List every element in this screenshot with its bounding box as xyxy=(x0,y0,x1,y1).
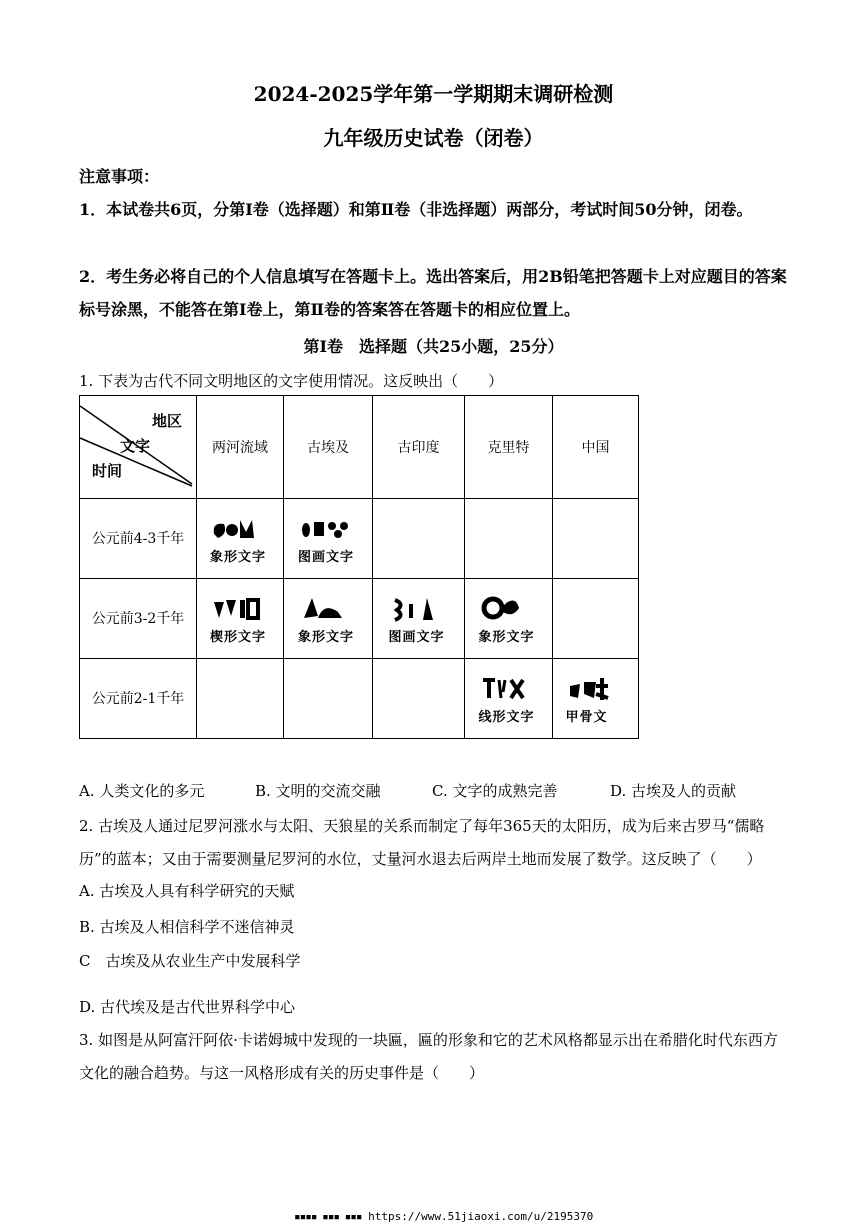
corner-diagonals xyxy=(80,396,196,498)
column-header: 古印度 xyxy=(373,396,465,499)
picture-writing-glyph-icon xyxy=(298,512,358,544)
table-cell xyxy=(373,659,465,739)
q2-option-c: C 古埃及从农业生产中发展科学 xyxy=(79,952,301,970)
question-2-stem: 2. 古埃及人通过尼罗河涨水与太阳、天狼星的关系而制定了每年365天的太阳历，成为后来古罗马“儒略历”的蓝本；又由于需要测量尼罗河的水位，丈量河水退去后两岸土地而发展了数学。这反映了（ ） xyxy=(79,817,765,868)
corner-region-label: 地区 xyxy=(152,412,183,430)
column-header: 古埃及 xyxy=(284,396,373,499)
q2-option-a: A. 古埃及人具有科学研究的天赋 xyxy=(79,882,295,900)
table-cell xyxy=(553,579,639,659)
row-time: 公元前4-3千年 xyxy=(80,499,197,579)
column-header: 两河流域 xyxy=(197,396,284,499)
footer-logo-icon: ▪▪▪▪ ▪▪▪ ▪▪▪ xyxy=(294,1210,362,1223)
row-time: 公元前2-1千年 xyxy=(80,659,197,739)
question-1-stem: 1. 下表为古代不同文明地区的文字使用情况。这反映出（ ） xyxy=(79,372,504,390)
table-cell xyxy=(553,499,639,579)
table-corner-cell xyxy=(80,396,197,499)
table-cell xyxy=(284,659,373,739)
notes-item-1: 1．本试卷共6页，分第Ⅰ卷（选择题）和第Ⅱ卷（非选择题）两部分，考试时间50分钟，闭卷。 xyxy=(79,200,753,219)
q1-option-d: D. 古埃及人的贡献 xyxy=(610,782,737,800)
row-time: 公元前3-2千年 xyxy=(80,579,197,659)
corner-script-label: 文字 xyxy=(120,437,151,455)
script-table xyxy=(79,395,639,739)
hieroglyph-glyph-icon xyxy=(298,592,358,624)
column-header: 中国 xyxy=(553,396,639,499)
table-cell: 象形文字 xyxy=(197,499,284,579)
table-cell: 象形文字 xyxy=(284,579,373,659)
exam-title: 2024-2025学年第一学期期末调研检测 xyxy=(253,82,614,106)
table-cell: 图画文字 xyxy=(373,579,465,659)
footer-url[interactable]: https://www.51jiaoxi.com/u/2195370 xyxy=(368,1210,594,1223)
notes-item-2: 2．考生务必将自己的个人信息填写在答题卡上。选出答案后，用2B铅笔把答题卡上对应题目的答案标号涂黑，不能答在第Ⅰ卷上，第Ⅱ卷的答案答在答题卡的相应位置上。 xyxy=(79,267,787,319)
table-cell: 线形文字 xyxy=(465,659,553,739)
column-header: 克里特 xyxy=(465,396,553,499)
q1-option-a: A. 人类文化的多元 xyxy=(79,782,205,800)
pictograph-glyph-icon xyxy=(210,512,270,544)
table-cell: 象形文字 xyxy=(465,579,553,659)
q1-option-b: B. 文明的交流交融 xyxy=(255,782,381,800)
question-3-stem: 3. 如图是从阿富汗阿依·卡诺姆城中发现的一块匾，匾的形象和它的艺术风格都显示出在希腊化时代东西方文化的融合趋势。与这一风格形成有关的历史事件是（ ） xyxy=(79,1031,778,1082)
oracle-bone-glyph-icon xyxy=(566,672,626,704)
indus-glyph-icon xyxy=(389,592,449,624)
section-title: 第Ⅰ卷 选择题（共25小题，25分） xyxy=(303,337,564,356)
cuneiform-glyph-icon xyxy=(210,592,270,624)
table-cell: 甲骨文 xyxy=(553,659,639,739)
table-cell xyxy=(373,499,465,579)
table-cell xyxy=(197,659,284,739)
corner-time-label: 时间 xyxy=(92,462,123,480)
table-cell xyxy=(465,499,553,579)
notes-heading: 注意事项： xyxy=(79,167,160,186)
table-cell: 楔形文字 xyxy=(197,579,284,659)
cretan-glyph-icon xyxy=(479,592,539,624)
q2-option-d: D. 古代埃及是古代世界科学中心 xyxy=(79,998,296,1016)
exam-subtitle: 九年级历史试卷（闭卷） xyxy=(323,126,544,150)
footer xyxy=(294,1210,593,1223)
q2-option-b: B. 古埃及人相信科学不迷信神灵 xyxy=(79,918,295,936)
q1-option-c: C. 文字的成熟完善 xyxy=(432,782,558,800)
table-cell: 图画文字 xyxy=(284,499,373,579)
linear-script-glyph-icon xyxy=(479,672,539,704)
